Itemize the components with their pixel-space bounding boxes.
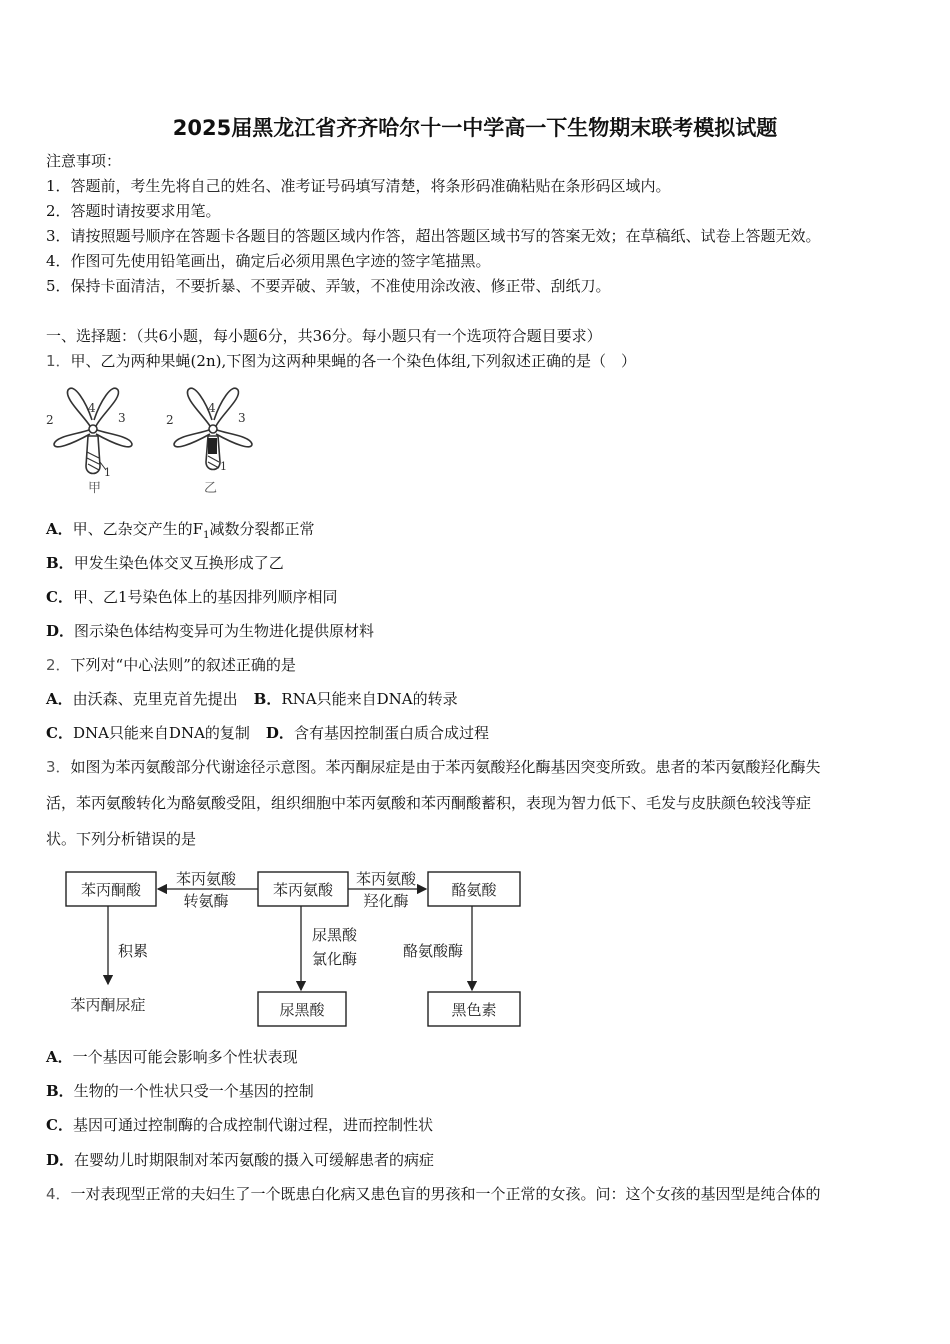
- svg-text:酪氨酸: 酪氨酸: [451, 881, 497, 899]
- option-a: A．一个基因可能会影响多个性状表现: [46, 1048, 298, 1066]
- svg-text:羟化酶: 羟化酶: [363, 892, 409, 910]
- chromosome-arm: [94, 388, 119, 426]
- chromosome-arm: [96, 430, 132, 447]
- chromosome-arm: [54, 430, 90, 447]
- section-heading: 一、选择题：（共6小题，每小题6分，共36分。每小题只有一个选项符合题目要求）: [46, 327, 602, 345]
- question-number: 4．: [46, 1185, 71, 1203]
- option-key: B．: [46, 1082, 74, 1100]
- label-4: 4: [88, 401, 96, 415]
- chromosome-figure: [44, 384, 274, 499]
- chromosome-arm: [216, 430, 252, 447]
- caption-jia: 甲: [88, 481, 102, 496]
- caption-yi: 乙: [204, 481, 218, 496]
- svg-text:尿黑酸: 尿黑酸: [279, 1001, 325, 1019]
- question-number: 3．: [46, 758, 71, 776]
- question-1: [46, 350, 636, 372]
- svg-text:苯丙酮尿症: 苯丙酮尿症: [70, 996, 146, 1014]
- notice-item: 1．答题前，考生先将自己的姓名、准考证号码填写清楚，将条形码准确粘贴在条形码区域内。: [46, 177, 671, 195]
- chromosome-arm: [174, 430, 210, 447]
- option-key: D．: [46, 1151, 75, 1169]
- option-key: B．: [46, 554, 74, 572]
- question-stem: 一对表现型正常的夫妇生了一个既患白化病又患色盲的男孩和一个正常的女孩。问：这个女孩的基因型是纯合体的: [70, 1185, 821, 1203]
- option-d: D．在婴幼儿时期限制对苯丙氨酸的摄入可缓解患者的病症: [46, 1151, 435, 1169]
- option-b: B．甲发生染色体交叉互换形成了乙: [46, 554, 284, 572]
- question-stem: 下列对“中心法则”的叙述正确的是: [70, 656, 296, 674]
- option-key: C．: [46, 588, 73, 606]
- option-key: C．: [46, 1116, 73, 1134]
- question-4: [46, 1183, 821, 1205]
- question-stem-line: 活，苯丙氨酸转化为酪氨酸受阻，组织细胞中苯丙氨酸和苯丙酮酸蓄积，表现为智力低下、毛发与皮肤颜色较浅等症: [46, 794, 812, 812]
- question-stem-line: 状。下列分析错误的是: [46, 830, 197, 848]
- question-number: 1．: [46, 352, 71, 370]
- chromosome-arm: [214, 388, 239, 426]
- label-4: 4: [208, 401, 216, 415]
- question-stem: 甲、乙为两种果蝇(2n),下图为这两种果蝇的各一个染色体组,下列叙述正确的是（ ）: [70, 352, 636, 370]
- label-2: 2: [166, 413, 174, 427]
- metabolism-diagram: [58, 866, 528, 1036]
- svg-text:转氨酶: 转氨酶: [183, 892, 229, 910]
- option-a: A．甲、乙杂交产生的$F_1$减数分裂都正常: [46, 520, 315, 541]
- svg-text:氯化酶: 氯化酶: [312, 950, 358, 968]
- question-number: 2．: [46, 656, 71, 674]
- notice-heading: 注意事项：: [46, 152, 122, 170]
- centromere: [209, 425, 217, 433]
- question-2: [46, 654, 296, 676]
- option-d: D．图示染色体结构变异可为生物进化提供原材料: [46, 622, 375, 640]
- svg-text:积累: 积累: [118, 942, 149, 960]
- option-key: D．: [46, 622, 75, 640]
- option-key: A．: [46, 520, 73, 538]
- centromere: [89, 425, 97, 433]
- option-row-ab: A．由沃森、克里克首先提出 B．RNA只能来自DNA的转录: [46, 690, 458, 708]
- notice-item: 5．保持卡面清洁，不要折暴、不要弄破、弄皱，不准使用涂改液、修正带、刮纸刀。: [46, 277, 611, 295]
- svg-text:苯丙酮酸: 苯丙酮酸: [80, 881, 142, 899]
- label-3: 3: [118, 411, 126, 425]
- notice-item: 4．作图可先使用铅笔画出，确定后必须用黑色字迹的签字笔描黑。: [46, 252, 491, 270]
- option-key: A．: [46, 1048, 73, 1066]
- option-row-cd: C．DNA只能来自DNA的复制 D．含有基因控制蛋白质合成过程: [46, 724, 489, 742]
- question-3: [46, 756, 821, 778]
- option-c: C．基因可通过控制酶的合成控制代谢过程，进而控制性状: [46, 1116, 433, 1134]
- option-b: B．生物的一个性状只受一个基因的控制: [46, 1082, 314, 1100]
- svg-text:苯丙氨酸: 苯丙氨酸: [272, 881, 334, 899]
- notice-item: 3．请按照题号顺序在答题卡各题目的答题区域内作答，超出答题区域书写的答案无效；在草稿纸、试卷上答题无效。: [46, 227, 821, 245]
- label-1: 1: [220, 460, 227, 473]
- option-c: C．甲、乙1号染色体上的基因排列顺序相同: [46, 588, 338, 606]
- label-1: 1: [104, 466, 111, 479]
- question-stem: 如图为苯丙氨酸部分代谢途径示意图。苯丙酮尿症是由于苯丙氨酸羟化酶基因突变所致。患者的苯丙氨酸羟化酶失: [70, 758, 821, 776]
- svg-text:黑色素: 黑色素: [451, 1001, 497, 1019]
- svg-text:酪氨酸酶: 酪氨酸酶: [402, 942, 463, 960]
- svg-text:尿黑酸: 尿黑酸: [312, 926, 358, 944]
- label-3: 3: [238, 411, 246, 425]
- svg-text:苯丙氨酸: 苯丙氨酸: [355, 870, 417, 888]
- svg-text:苯丙氨酸: 苯丙氨酸: [175, 870, 237, 888]
- notice-item: 2．答题时请按要求用笔。: [46, 202, 221, 220]
- page-title: 2025届黑龙江省齐齐哈尔十一中学高一下生物期末联考模拟试题: [172, 116, 778, 140]
- label-2: 2: [46, 413, 54, 427]
